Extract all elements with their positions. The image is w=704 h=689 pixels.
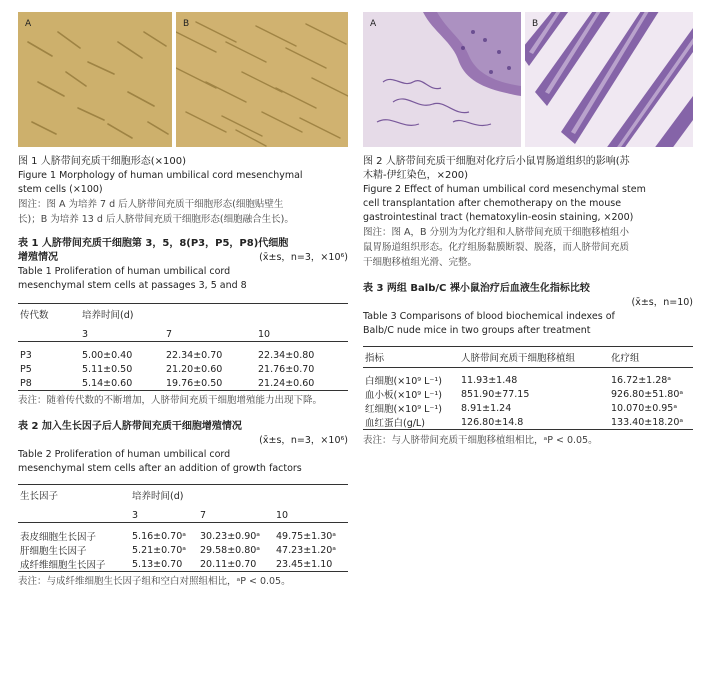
table-1-title <box>18 251 348 265</box>
table-row: P8 5.14±0.60 19.76±0.50 21.24±0.60 <box>18 376 348 391</box>
table-1-day: 10 <box>256 327 348 342</box>
figure-2-title-zh: 木精-伊红染色，×200) <box>363 170 468 181</box>
table-2-grid <box>18 484 348 572</box>
figure-1-title-en: stem cells (×100) <box>18 184 103 195</box>
table-3-head: 指标 <box>363 347 459 368</box>
table-3-note: 表注：与人脐带间充质干细胞移植组相比，ᵃP < 0.05。 <box>363 435 598 446</box>
figure-2-note: 干细胞移植组光滑、完整。 <box>363 257 478 268</box>
table-row: 红细胞(×10⁹ L⁻¹) 8.91±1.24 10.070±0.95ᵃ <box>365 402 678 415</box>
table-row: 表皮细胞生长因子 5.16±0.70ᵃ 30.23±0.90ᵃ 49.75±1.30ᵃ <box>20 530 337 543</box>
figure-2-images <box>363 12 693 147</box>
panel-label-a: A <box>25 19 32 29</box>
table-1-note: 表注：随着传代数的不断增加，人脐带间充质干细胞增殖能力出现下降。 <box>18 395 323 406</box>
table-2-head-col: 生长因子 <box>18 485 130 503</box>
table-2-day: 10 <box>274 508 348 523</box>
table-2-title-en: mesenchymal stem cells after an addition of growth factors <box>18 463 302 474</box>
table-3-head: 化疗组 <box>609 347 693 368</box>
table-row: 肝细胞生长因子 5.21±0.70ᵃ 29.58±0.80ᵃ 47.23±1.20ᵃ <box>20 544 337 557</box>
table-1-head-group: 培养时间(d) <box>80 304 348 322</box>
table-row: 成纤维细胞生长因子 5.13±0.70 20.11±0.70 23.45±1.10 <box>18 557 348 572</box>
figure-2-title-en: Figure 2 Effect of human umbilical cord mesenchymal stem <box>363 184 646 195</box>
histology-image <box>525 12 693 147</box>
table-2-stat: (x̄±s，n=3，×10⁶) <box>259 435 348 446</box>
table-row: 白细胞(×10⁹ L⁻¹) 11.93±1.48 16.72±1.28ᵃ <box>365 374 672 387</box>
panel-label-a: A <box>370 19 377 29</box>
figure-2-note: 图注：图 A，B 分别为为化疗组和人脐带间充质干细胞移植组小 <box>363 227 630 238</box>
table-3-stat: (x̄±s，n=10) <box>631 297 693 308</box>
figure-2-caption <box>363 155 693 270</box>
table-row: 血红蛋白(g/L) 126.80±14.8 133.40±18.20ᵃ <box>363 415 693 430</box>
table-row: P5 5.11±0.50 21.20±0.60 21.76±0.70 <box>20 363 315 375</box>
right-column <box>363 0 693 448</box>
table-2-head-group: 培养时间(d) <box>130 485 348 503</box>
table-2-day: 7 <box>198 508 274 523</box>
table-1-title-en: Table 1 Proliferation of human umbilical cord <box>18 266 231 277</box>
figure-2a-micrograph <box>363 12 521 147</box>
panel-label-b: B <box>532 19 539 29</box>
table-1-grid <box>18 303 348 391</box>
table-1-stat: (x̄±s，n=3，×10⁶) <box>259 252 348 263</box>
figure-1-title-en: Figure 1 Morphology of human umbilical cord mesenchymal <box>18 170 303 181</box>
figure-2-title-zh: 图 2 人脐带间充质干细胞对化疗后小鼠胃肠道组织的影响(苏 <box>363 156 630 167</box>
table-2-note: 表注：与成纤维细胞生长因子组和空白对照组相比，ᵃP < 0.05。 <box>18 576 291 587</box>
table-3-title: 表 3 两组 Balb/C 裸小鼠治疗后血液生化指标比较 <box>363 283 590 294</box>
figure-2-note: 鼠胃肠道组织形态。化疗组肠黏膜断裂、脱落，而人脐带间充质 <box>363 242 630 253</box>
table-2-stat-line <box>18 434 348 448</box>
table-2-title-en: Table 2 Proliferation of human umbilical cord <box>18 449 231 460</box>
figure-1-note: 长)；B 为培养 13 d 后人脐带间充质干细胞形态(细胞融合生长)。 <box>18 214 294 225</box>
table-3-title-en: Table 3 Comparisons of blood biochemical indexes of <box>363 311 615 322</box>
table-3-title-en: Balb/C nude mice in two groups after treatment <box>363 325 591 336</box>
table-row: P3 5.00±0.40 22.34±0.70 22.34±0.80 <box>20 349 315 361</box>
table-3-head: 人脐带间充质干细胞移植组 <box>459 347 609 368</box>
table-3 <box>363 282 693 448</box>
figure-2-title-en: gastrointestinal tract (hematoxylin-eosin staining, ×200) <box>363 212 634 223</box>
cell-culture-image <box>18 12 172 147</box>
table-1-head-col: 传代数 <box>18 304 80 322</box>
table-1-title: 表 1 人脐带间充质干细胞第 3，5，8(P3，P5，P8)代细胞 <box>18 238 289 249</box>
histology-image <box>363 12 521 147</box>
table-3-grid <box>363 346 693 430</box>
figure-1b-micrograph <box>176 12 348 147</box>
figure-1a-micrograph <box>18 12 172 147</box>
table-1-title-en: mesenchymal stem cells at passages 3, 5 and 8 <box>18 280 247 291</box>
figure-1-images <box>18 12 348 147</box>
left-column <box>18 0 348 589</box>
table-3-stat-line <box>363 296 693 310</box>
figure-1-note: 图注：图 A 为培养 7 d 后人脐带间充质干细胞形态(细胞贴壁生 <box>18 199 284 210</box>
table-2 <box>18 420 348 589</box>
figure-2b-micrograph <box>525 12 693 147</box>
table-1-day: 7 <box>164 327 256 342</box>
table-2-day: 3 <box>130 508 198 523</box>
table-1 <box>18 237 348 408</box>
table-2-title: 表 2 加入生长因子后人脐带间充质干细胞增殖情况 <box>18 421 242 432</box>
panel-label-b: B <box>183 19 190 29</box>
figure-1-caption <box>18 155 348 227</box>
table-1-day: 3 <box>80 327 164 342</box>
table-1-title-cont: 增殖情况 <box>18 252 58 263</box>
cell-culture-image <box>176 12 348 147</box>
figure-1-title-zh: 图 1 人脐带间充质干细胞形态(×100) <box>18 156 186 167</box>
figure-2-title-en: cell transplantation after chemotherapy on the mouse <box>363 198 622 209</box>
table-row: 血小板(×10⁹ L⁻¹) 851.90±77.15 926.80±51.80ᵃ <box>365 388 684 401</box>
